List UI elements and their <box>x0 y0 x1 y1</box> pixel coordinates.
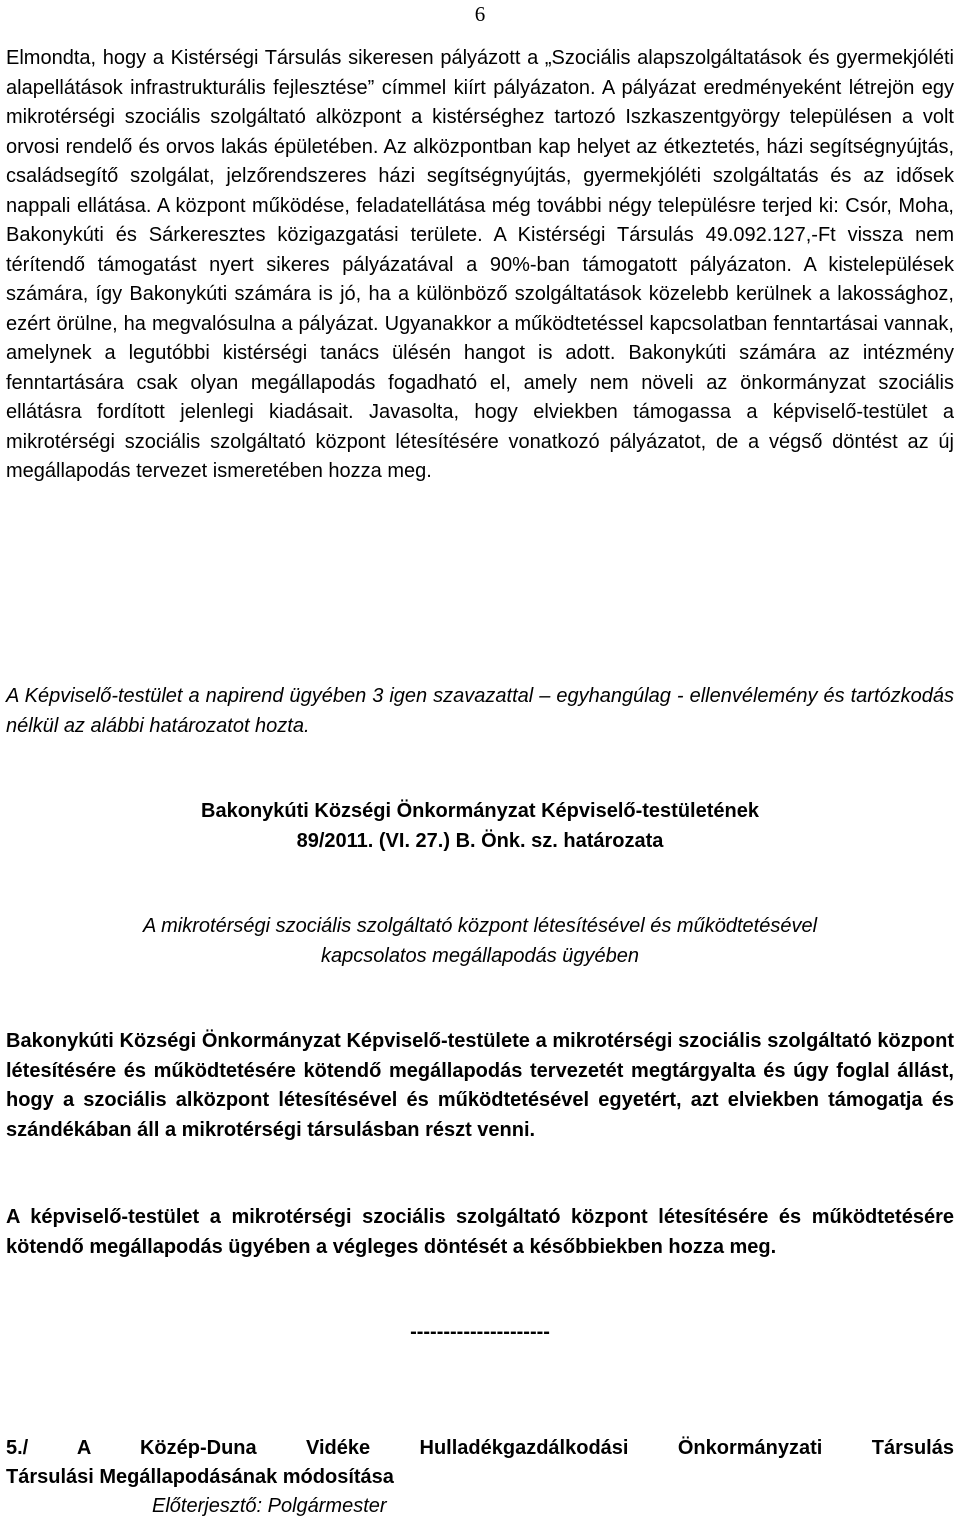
resolution-subject <box>6 912 954 971</box>
agenda-item-title-line1: 5./ A Közép-Duna Vidéke Hulladékgazdálkodási Önkormányzati Társulás <box>6 1437 954 1459</box>
agenda-item-title-line2: Társulási Megállapodásának módosítása <box>6 1466 394 1488</box>
page-number: 6 <box>474 2 486 26</box>
separator-line: --------------------- <box>410 1321 550 1343</box>
resolution-title-line1: Bakonykúti Községi Önkormányzat Képviselő-testületének <box>201 800 759 822</box>
resolution-title <box>6 797 954 856</box>
vote-statement: A Képviselő-testület a napirend ügyében 3 igen szavazattal – egyhangúlag - ellenvélemény és tartózkodás nélkül az alábbi határozatot hozta. <box>6 685 954 737</box>
presenter-line: Előterjesztő: Polgármester <box>152 1495 387 1517</box>
resolution-subject-line1: A mikrotérségi szociális szolgáltató központ létesítésével és működtetésével <box>142 915 818 937</box>
resolution-body-2: A képviselő-testület a mikrotérségi szociális szolgáltató központ létesítésére és működtetésére kötendő megállapodás ügyében a végleges döntését a későbbiekben hozza meg. <box>6 1206 954 1258</box>
resolution-subject-line2: kapcsolatos megállapodás ügyében <box>321 944 639 967</box>
resolution-title-line2: 89/2011. (VI. 27.) B. Önk. sz. határozata <box>296 829 664 852</box>
intro-paragraph: Elmondta, hogy a Kistérségi Társulás sikeresen pályázott a „Szociális alapszolgáltatások és gyermekjóléti alapellátások infrastrukturális fejlesztése” címmel kiírt pályázaton. A pályázat eredményeként létrejön egy mikrotérségi szociális szolgáltató alközpont a kistérséghez tartozó Iszkaszentgyörgy településen a volt orvosi rendelő és orvos lakás épületében. Az alközpontban kap helyet az étkeztetés, házi segítségnyújtás, családsegítő szolgálat, jelzőrendszeres házi segítségnyújtás, gyermekjóléti szolgáltatás és az idősek nappali ellátása. A központ működése, feladatellátása még további négy településre terjed ki: Csór, Moha, Bakonykúti és Sárkeresztes közigazgatási területe. A Kistérségi Társulás 49.092.127,-Ft vissza nem térítendő támogatást nyert sikeres pályázatával a 90%-ban támogatott pályázaton. A kistelepülések számára, így Bakonykúti számára is jó, ha a különböző szolgáltatások közelebb kerülnek a lakossághoz, ezért örülne, ha megvalósulna a pályázat. Ugyanakkor a működtetéssel kapcsolatban fenntartásai vannak, amelynek a legutóbbi kistérségi tanács ülésén hangot is adott. Bakonykúti számára az intézmény fenntartására csak olyan megállapodás fogadható el, amely nem növeli az önkormányzat szociális ellátásra fordított jelenlegi kiadásait. Javasolta, hogy elviekben támogassa a képviselő-testület a mikrotérségi szociális szolgáltató központ létesítésére vonatkozó pályázatot, de a végső döntést az új megállapodás tervezet ismeretében hozza meg. <box>6 47 954 482</box>
resolution-body-1: Bakonykúti Községi Önkormányzat Képviselő-testülete a mikrotérségi szociális szolgáltató központ létesítésére és működtetésére kötendő megállapodás tervezetét megtárgyalta és úgy foglal állást, hogy a szociális alközpont létesítésével és működtetésével egyetért, azt elviekben támogatja és szándékában áll a mikrotérségi társulásban részt venni. <box>6 1030 954 1141</box>
